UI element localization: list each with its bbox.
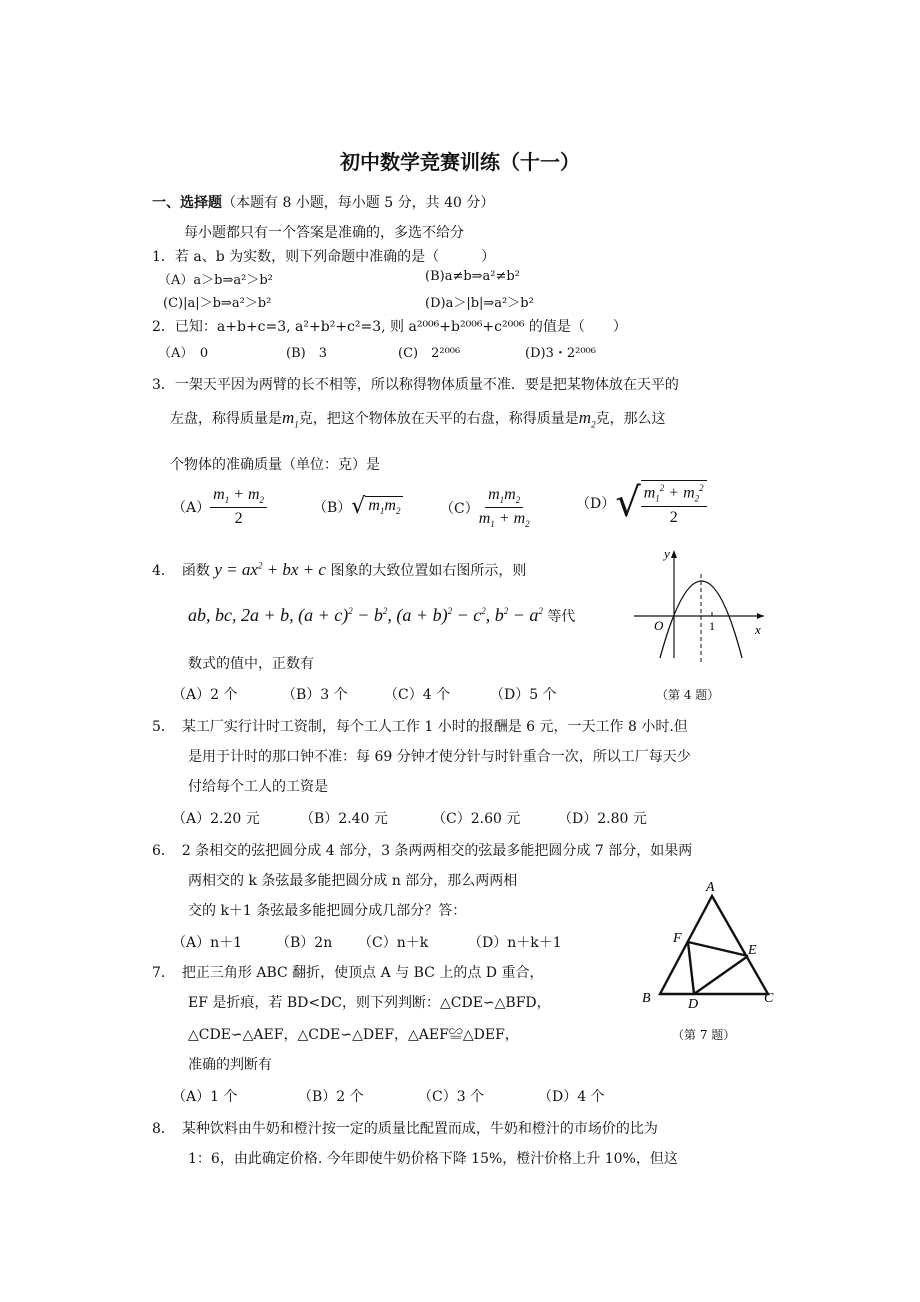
x-label: x	[755, 622, 761, 637]
q7-option-d: （D）4 个	[538, 1089, 605, 1105]
q3-option-d: （D） √ $\frac{m_1^2 + m_2^2}{2}$	[576, 480, 707, 527]
q5-option-b: （B）2.40 元	[300, 811, 388, 827]
q1-option-d: (D)a＞|b|⇒a²＞b²	[425, 296, 534, 311]
q4-option-b: （B）3 个	[282, 687, 348, 703]
label-b: B	[642, 991, 651, 1006]
q8-line1: 8． 某种饮料由牛奶和橙汁按一定的质量比配置而成，牛奶和橙汁的市场价的比为	[152, 1121, 658, 1137]
q2-option-b: (B) 3	[286, 346, 327, 361]
y-label: y	[664, 546, 670, 561]
q5-line1: 5． 某工厂实行计时工资制，每个工人工作 1 小时的报酬是 6 元，一天工作 8 小时.但	[152, 719, 688, 735]
section-info: （本题有 8 小题，每小题 5 分，共 40 分）	[222, 195, 495, 211]
q3-option-d-formula: $\frac{m_1^2 + m_2^2}{2}$	[641, 480, 707, 527]
q6-option-d: （D）n＋k＋1	[468, 935, 562, 951]
section-heading	[152, 192, 494, 212]
q3-option-c-label: （C）	[440, 500, 479, 517]
q3-option-c-formula: $\frac{m_1m_2}{m_1 + m_2}$	[478, 486, 530, 530]
line-fd	[688, 942, 694, 994]
q7-line1: 7． 把正三角形 ABC 翻折，使顶点 A 与 BC 上的点 D 重合，	[152, 965, 544, 981]
q4-function: $y = ax^2$ + bx + c	[214, 560, 326, 579]
q2-option-a: （A） 0	[158, 346, 209, 361]
q3-line1: 3．一架天平因为两臂的长不相等，所以称得物体质量不准．要是把某物体放在天平的	[152, 377, 679, 393]
q3-option-b-formula: $m_1m_2$	[365, 496, 403, 516]
label-e: E	[748, 943, 757, 958]
q3-line2a: 左盘，称得质量是	[170, 411, 282, 427]
q3-option-a	[172, 486, 267, 528]
q7-option-c: （C）3 个	[418, 1089, 485, 1105]
q5-option-d: （D）2.80 元	[558, 811, 647, 827]
one-label: 1	[709, 619, 715, 633]
label-d: D	[688, 997, 699, 1012]
q3-option-a-label: （A）	[172, 500, 211, 517]
q4-expressions: ab, bc, 2a + b, $(a + c)^2 - b^2$, $(a + b)^2 - c^2$, $b^2 - a^2$	[188, 605, 543, 625]
q3-line2b: 克，把这个物体放在天平的右盘，称得质量是	[298, 411, 579, 427]
q3-option-d-label: （D）	[576, 496, 616, 513]
q7-line2: EF 是折痕，若 BD<DC，则下列判断：△CDE∽△BFD，	[188, 995, 551, 1011]
q5-line2: 是用于计时的那口钟不准：每 69 分钟才使分针与时针重合一次，所以工厂每天少	[188, 749, 691, 765]
q4-line1a: 函数	[181, 563, 210, 579]
q7-line3: △CDE∽△AEF，△CDE∽△DEF，△AEF≌△DEF，	[188, 1027, 519, 1043]
y-axis-arrow	[671, 550, 677, 558]
q3-option-a-formula: $\frac{m_1 + m_2}{2}$	[210, 486, 267, 528]
m1-symbol: $m_1$	[282, 408, 299, 430]
q4-option-a: （A）2 个	[172, 687, 238, 703]
label-f: F	[673, 931, 682, 946]
q7-caption: （第 7 题）	[672, 1028, 736, 1042]
label-a: A	[706, 880, 715, 895]
q2-stem: 2．已知：a+b+c=3, a²+b²+c²=3, 则 a²⁰⁰⁶+b²⁰⁰⁶+c²⁰⁰⁶ 的值是（ ）	[152, 319, 627, 335]
label-c: C	[764, 991, 774, 1006]
q4-option-c: （C）4 个	[384, 687, 451, 703]
q7-option-b: （B）2 个	[298, 1089, 364, 1105]
page-title: 初中数学竞赛训练（十一）	[340, 150, 580, 174]
q8-line2: 1：6，由此确定价格. 今年即使牛奶价格下降 15%，橙汁价格上升 10%，但这	[188, 1151, 678, 1167]
q4-line2-tail: 等代	[547, 609, 576, 625]
x-axis-arrow	[757, 613, 764, 619]
q5-option-c: （C）2.60 元	[432, 811, 521, 827]
q3-line2c: 克，那么这	[595, 411, 666, 427]
q4-line2	[188, 605, 575, 626]
section-note: 每小题都只有一个答案是准确的，多选不给分	[184, 225, 464, 241]
q6-option-c: （C）n＋k	[358, 935, 429, 951]
q4-num: 4．	[152, 563, 168, 579]
parabola-graph	[624, 546, 770, 664]
q4-caption: （第 4 题）	[656, 688, 720, 702]
q5-option-a: （A）2.20 元	[172, 811, 260, 827]
q4-line1	[152, 560, 526, 580]
q1-stem: 1．若 a、b 为实数，则下列命题中准确的是（ ）	[152, 249, 496, 265]
q7-line4: 准确的判断有	[188, 1057, 272, 1073]
origin-label: O	[654, 618, 664, 633]
q2-option-c: (C) 2²⁰⁰⁶	[398, 346, 461, 361]
q4-option-d: （D）5 个	[490, 687, 557, 703]
section-label: 一、选择题	[152, 195, 222, 211]
m2-symbol: $m_2$	[578, 408, 596, 430]
q1-option-c: (C)|a|＞b⇒a²＞b²	[163, 296, 272, 311]
q3-line3: 个物体的准确质量（单位：克）是	[170, 457, 380, 473]
triangle-figure	[636, 874, 784, 1014]
line-ed	[694, 956, 748, 994]
q3-option-c	[440, 486, 530, 529]
q3-option-b-label: （B）	[313, 499, 352, 516]
q6-line2: 两相交的 k 条弦最多能把圆分成 n 部分，那么两两相	[188, 873, 518, 889]
q4-line3: 数式的值中，正数有	[188, 656, 314, 672]
q2-option-d: (D)3・2²⁰⁰⁶	[525, 346, 596, 361]
q6-line1: 6． 2 条相交的弦把圆分成 4 部分，3 条两两相交的弦最多能把圆分成 7 部分，如果两	[152, 843, 693, 859]
q6-option-b: （B）2n	[276, 935, 333, 951]
q5-line3: 付给每个工人的工资是	[188, 779, 328, 795]
q3-line2	[170, 408, 666, 429]
q3-option-b: （B） √ $m_1m_2$	[313, 494, 403, 519]
q1-option-b: (B)a≠b⇒a²≠b²	[425, 269, 520, 284]
q4-line1b: 图象的大致位置如右图所示，则	[330, 563, 527, 579]
q6-line3: 交的 k＋1 条弦最多能把圆分成几部分？答：	[188, 903, 467, 919]
q6-option-a: （A）n＋1	[172, 935, 243, 951]
q7-option-a: （A）1 个	[172, 1089, 238, 1105]
q1-option-a: （A）a＞b⇒a²＞b²	[158, 273, 273, 288]
